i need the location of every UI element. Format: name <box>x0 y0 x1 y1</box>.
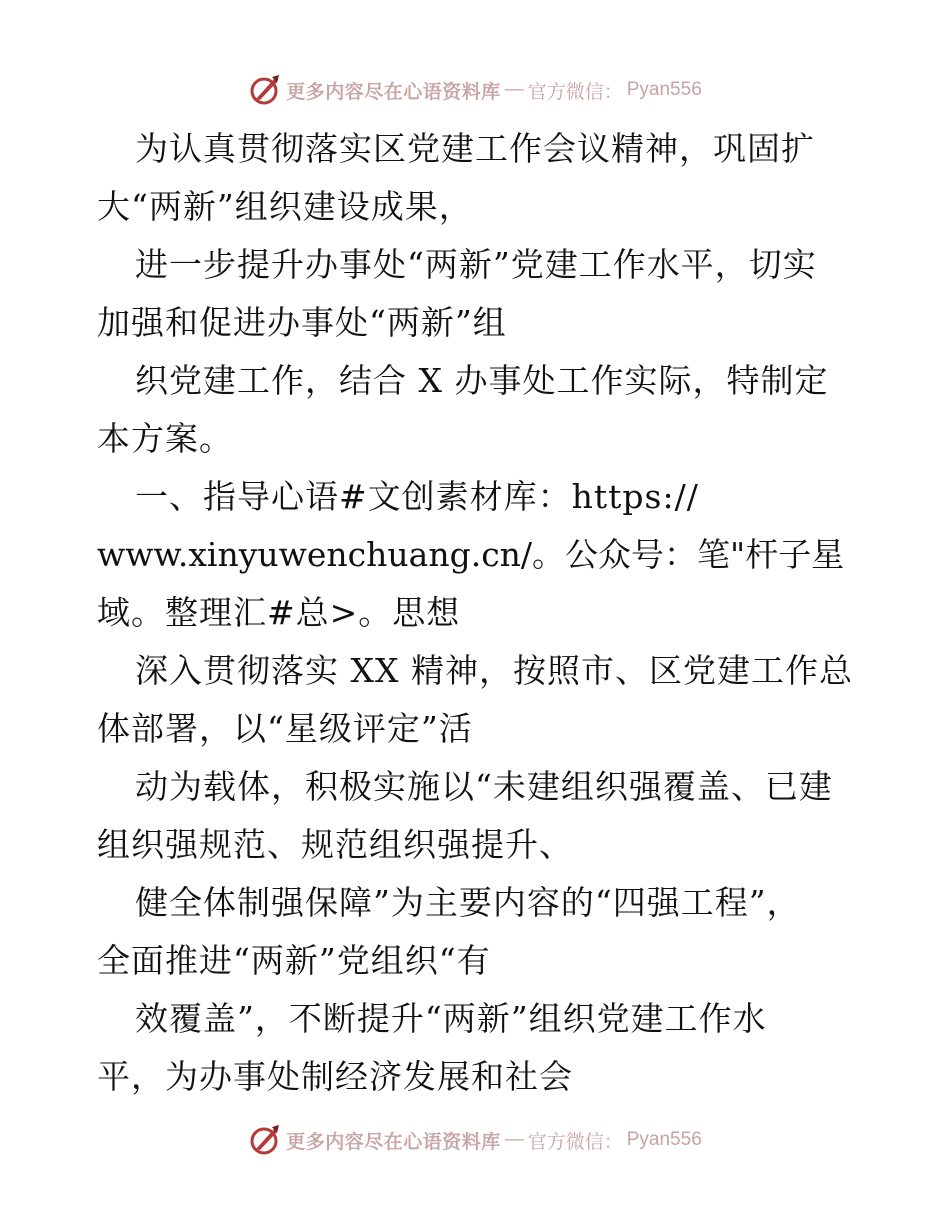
watermark-text: 更多内容尽在心语资料库 <box>286 1131 501 1153</box>
paragraph-line: 进一步提升办事处“两新”党建工作水平，切实 <box>135 245 817 284</box>
watermark-wechat-id: Pyan556 <box>626 79 702 100</box>
paragraph-line: 体部署，以“星级评定”活 <box>97 709 473 748</box>
paragraph-line: 织党建工作，结合 X 办事处工作实际，特制定 <box>135 361 829 400</box>
paragraph-line: 组织强规范、规范组织强提升、 <box>97 825 573 864</box>
paragraph-line: 健全体制强保障”为主要内容的“四强工程”， <box>135 883 801 922</box>
paragraph-line: 动为载体，积极实施以“未建组织强覆盖、已建 <box>135 767 833 806</box>
paragraph-line: 本方案。 <box>97 419 233 458</box>
footer-watermark <box>0 1120 950 1160</box>
paragraph-line: 为认真贯彻落实区党建工作会议精神，巩固扩 <box>135 129 815 168</box>
paragraph-line: 全面推进“两新”党组织“有 <box>97 941 491 980</box>
quill-logo-icon <box>248 1123 282 1157</box>
paragraph-line: 域。整理汇#总>。思想 <box>97 593 461 632</box>
section-heading-line: 一、指导心语#文创素材库：https:// <box>135 477 699 516</box>
document-body <box>97 120 867 1106</box>
paragraph-line: 效覆盖”，不断提升“两新”组织党建工作水 <box>135 999 767 1038</box>
paragraph-line: 深入贯彻落实 XX 精神，按照市、区党建工作总 <box>135 651 853 690</box>
watermark-separator: — <box>504 79 524 100</box>
paragraph-line: 大“两新”组织建设成果， <box>97 187 473 226</box>
header-watermark <box>0 70 950 110</box>
watermark-text: 更多内容尽在心语资料库 <box>286 81 501 103</box>
quill-logo-icon <box>248 73 282 107</box>
watermark-wechat-label: 官方微信： <box>527 80 623 103</box>
paragraph-line: www.xinyuwenchuang.cn/。公众号：笔"杆子星 <box>97 535 845 574</box>
paragraph-line: 加强和促进办事处“两新”组 <box>97 303 507 342</box>
watermark-wechat-id: Pyan556 <box>626 1129 702 1150</box>
watermark-wechat-label: 官方微信： <box>527 1130 623 1153</box>
paragraph-line: 平，为办事处制经济发展和社会 <box>97 1057 573 1096</box>
watermark-separator: — <box>504 1129 524 1150</box>
